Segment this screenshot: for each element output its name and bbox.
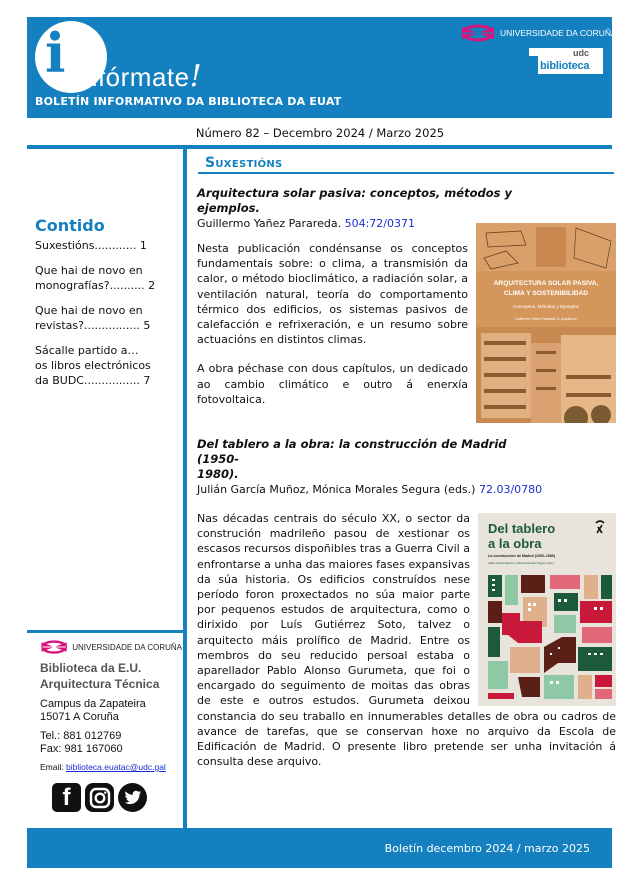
bulletin-subtitle: BOLETÍN INFORMATIVO DA BIBLIOTECA DA EUAT (35, 95, 342, 108)
toc-item-libros-electronicos[interactable] (35, 343, 180, 388)
university-logo (460, 23, 617, 43)
address-line: 15071 A Coruña (40, 711, 119, 723)
cover-illustration (478, 513, 616, 706)
book-title (197, 186, 552, 216)
toc-line: monografías?.......... 2 (35, 279, 156, 292)
book-entry (197, 186, 616, 423)
sidebar-divider (183, 149, 187, 828)
cover-subtitle: Conceptos, Métodos y Ejemplos (513, 304, 579, 309)
issue-number: Número 82 – Decembro 2024 / Marzo 2025 (195, 126, 445, 140)
section-title: Suxestións (205, 155, 283, 171)
cover-title-line: a la obra (488, 536, 542, 551)
library-name-line: Biblioteca da E.U. (40, 661, 142, 675)
book-cover-image (476, 223, 616, 423)
contact-library-name (40, 660, 182, 692)
university-name: UNIVERSIDADE DA CORUÑA (500, 28, 617, 38)
cover-title-line: ARQUITECTURA SOLAR PASIVA, (493, 280, 599, 287)
library-logo-mark (529, 56, 538, 74)
contact-block (40, 639, 182, 812)
email-link[interactable]: biblioteca.euatac@udc.gal (65, 762, 166, 772)
toc-item-suxestions[interactable] (35, 238, 180, 253)
udc-emblem-icon (40, 639, 68, 655)
book-author: Guillermo Yañez Parareda. (197, 217, 345, 230)
toc-line: Sácalle partido a… (35, 344, 139, 357)
library-name-line: Arquitectura Técnica (40, 677, 160, 691)
book-entry (197, 437, 616, 769)
fax: Fax: 981 167060 (40, 743, 123, 755)
cover-title-line: CLIMA Y SOSTENIBILIDAD (503, 290, 589, 297)
divider (27, 145, 612, 149)
book-title-line: Del tablero a la obra: la construcción de Madrid (1950- (197, 437, 507, 466)
library-logo (529, 48, 603, 74)
section-underline (198, 172, 614, 174)
contact-address (40, 698, 182, 724)
tel: Tel.: 881 012769 (40, 730, 122, 742)
cover-title-line: Del tablero (488, 521, 556, 536)
instagram-icon[interactable] (85, 783, 114, 812)
logo-exclamation: ! (189, 59, 203, 94)
cover-subtitle: La construcción de Madrid (1950–1980) (488, 554, 556, 558)
book-title (197, 437, 552, 482)
contact-university-logo (40, 639, 182, 655)
book-cover-image (478, 513, 616, 706)
contact-email (40, 762, 182, 773)
cover-illustration (476, 223, 616, 423)
toc-line: da BUDC................ 7 (35, 374, 151, 387)
toc-title: Contido (35, 216, 105, 235)
book-description: A obra péchase con dous capítulos, un dedicado ao cambio climático e outro á enerxía fotovoltaica. (197, 362, 468, 406)
book-description-part: Nas décadas centrais do século XX, o sector da construción madrileño pasou de xestionar os escasos recursos dispoñibles tras a Guerra Civil a enfrontarse a unha das maiores fases expansivas da súa historia. Os edificios construídos nese período foron proxectados no súa maior parte por pequenos estudos de arquitectura, como o dirixido por Luís Gutiérrez Soto, talvez o arquitecto máis prolífico de Madrid. Entre os membros do seu reducido persoal estaba o aparellador Pablo Alonso Gurumeta, que foi o encargado do seguimento de moitas das obras de este e outros estudos. Gurumeta deixou constancia do seu traballo en (197, 512, 470, 723)
toc-line: os libros electrónicos (35, 359, 151, 372)
library-logo-text: biblioteca (540, 60, 590, 72)
toc-item-revistas[interactable] (35, 303, 180, 333)
udc-emblem-icon (460, 23, 496, 43)
twitter-icon[interactable] (118, 783, 147, 812)
address-line: Campus da Zapateira (40, 698, 146, 710)
footer-bar (27, 828, 612, 868)
header-banner (27, 17, 617, 118)
book-description-continued: innumerables detalles de obra ou cadros de avance de tarefas, que se conservan hoxe no arquivo da Escola de Edificación de Madrid. O presente libro pretende ser unha invitación á consulta dese arquivo. (197, 709, 616, 769)
contact-university-name: UNIVERSIDADE DA CORUÑA (72, 642, 182, 652)
book-description: Nesta publicación condénsanse os conceptos fundamentais sobre: o clima, a transmisión da calor, o método bioclimático, a radiación solar, a ventilación natural, teoría do comportamento térmico dos edificios, os sistemas pasivos de calefacción e refrixeración, e un resumo sobre actuacións en distintos climas. (197, 242, 468, 347)
contact-divider (27, 630, 183, 633)
book-title-line: Arquitectura solar pasiva: conceptos, métodos y (197, 186, 512, 200)
library-logo-udc: udc (573, 48, 590, 58)
toc-line: Suxestións............ 1 (35, 239, 147, 252)
facebook-icon[interactable]: f (52, 783, 81, 812)
social-links (52, 783, 182, 812)
contact-phone (40, 730, 182, 756)
book-title-line: 1980). (197, 467, 239, 481)
logo-wordmark (83, 59, 202, 94)
footer-text: Boletín decembro 2024 / marzo 2025 (384, 842, 590, 855)
cover-authors: Julián García Muñoz y Mónica Morales Segura (eds.) (488, 561, 555, 565)
email-label: Email: (40, 762, 66, 772)
book-title-line: ejemplos. (197, 201, 260, 215)
call-number[interactable]: 72.03/0780 (478, 483, 543, 496)
toc-line: revistas?................ 5 (35, 319, 151, 332)
toc-line: Que hai de novo en (35, 304, 143, 317)
table-of-contents (35, 216, 180, 398)
logo-letter-i: i (45, 21, 66, 85)
book-author: Julián García Muñoz, Mónica Morales Segura (eds.) (197, 483, 479, 496)
book-author-line (197, 482, 616, 497)
toc-item-monografias[interactable] (35, 263, 180, 293)
toc-line: Que hai de novo en (35, 264, 143, 277)
cover-author: Guillermo Yáñez Parareda Dr. Arquitecto (515, 317, 577, 321)
logo-word-text: nfórmate (83, 62, 190, 92)
main-content (197, 186, 616, 783)
call-number[interactable]: 504:72/0371 (344, 217, 415, 230)
